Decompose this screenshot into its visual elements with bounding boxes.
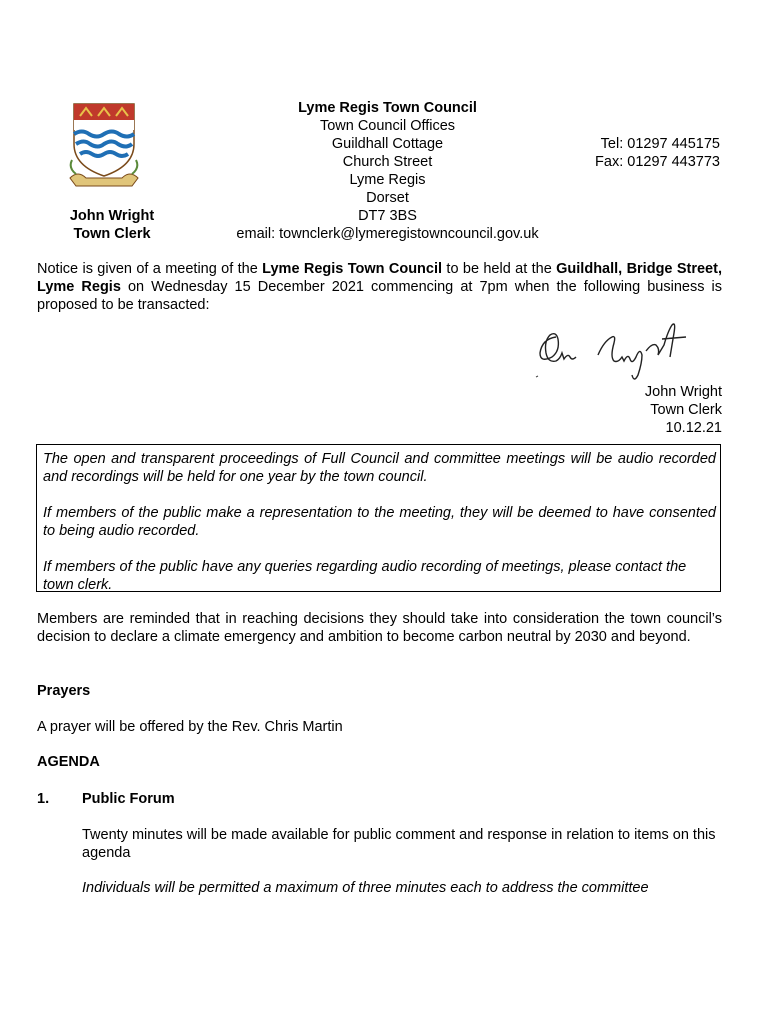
agenda-item-number: 1.: [37, 791, 50, 807]
address-line: Guildhall Cottage: [331, 136, 444, 152]
recording-paragraph: If members of the public have any queries regarding audio recording of meetings, please contact the town clerk.: [43, 559, 687, 593]
recording-notice-box: [36, 444, 721, 592]
prayers-text: A prayer will be offered by the Rev. Chris Martin: [37, 719, 343, 735]
address-line: Lyme Regis: [349, 172, 426, 188]
signoff-name: John Wright: [644, 384, 722, 400]
meeting-notice: [37, 260, 722, 314]
notice-council: Lyme Regis Town Council: [262, 261, 443, 277]
telephone: Tel: 01297 445175: [600, 136, 720, 152]
notice-text: on Wednesday 15 December 2021 commencing at 7pm when the following business is proposed to be transacted:: [37, 279, 722, 313]
signoff-title: Town Clerk: [650, 402, 722, 418]
contact-numbers: [560, 135, 720, 171]
address-line: Dorset: [366, 190, 409, 206]
recording-paragraph: The open and transparent proceedings of Full Council and committee meetings will be audio recorded and recordings will be held for one year by the town council.: [43, 451, 716, 485]
clerk-name: John Wright: [69, 208, 155, 224]
email-line: email: townclerk@lymeregistowncouncil.gov.uk: [236, 226, 539, 242]
members-reminder: Members are reminded that in reaching decisions they should take into consideration the town council’s decision to declare a climate emergency and ambition to become carbon neutral by 2030 and beyond.: [37, 611, 722, 645]
notice-venue: Guildhall, Bridge Street, Lyme Regis: [37, 261, 722, 295]
address-line: Town Council Offices: [319, 118, 456, 134]
address-line: DT7 3BS: [358, 208, 417, 224]
agenda-item-title: Public Forum: [82, 791, 175, 807]
signoff-date: 10.12.21: [665, 420, 722, 436]
signoff: [560, 383, 722, 437]
clerk-title: Town Clerk: [73, 226, 151, 242]
agenda-item-text: Twenty minutes will be made available for public comment and response in relation to items on this agenda: [82, 827, 716, 861]
council-crest-logo: [68, 100, 140, 190]
agenda-item-note: Individuals will be permitted a maximum of three minutes each to address the committee: [82, 880, 649, 896]
notice-text: to be held at the: [442, 261, 557, 277]
recording-paragraph: If members of the public make a representation to the meeting, they will be deemed to have consented to being audio recorded.: [43, 505, 716, 539]
clerk-signature: [528, 315, 728, 387]
prayers-heading: Prayers: [37, 683, 91, 699]
agenda-heading: AGENDA: [37, 754, 100, 770]
notice-text: Notice is given of a meeting of the: [37, 261, 263, 277]
clerk-block: [52, 207, 172, 243]
address-line: Church Street: [342, 154, 433, 170]
council-address: [200, 99, 575, 243]
council-name: Lyme Regis Town Council: [298, 100, 477, 116]
fax: Fax: 01297 443773: [595, 154, 720, 170]
